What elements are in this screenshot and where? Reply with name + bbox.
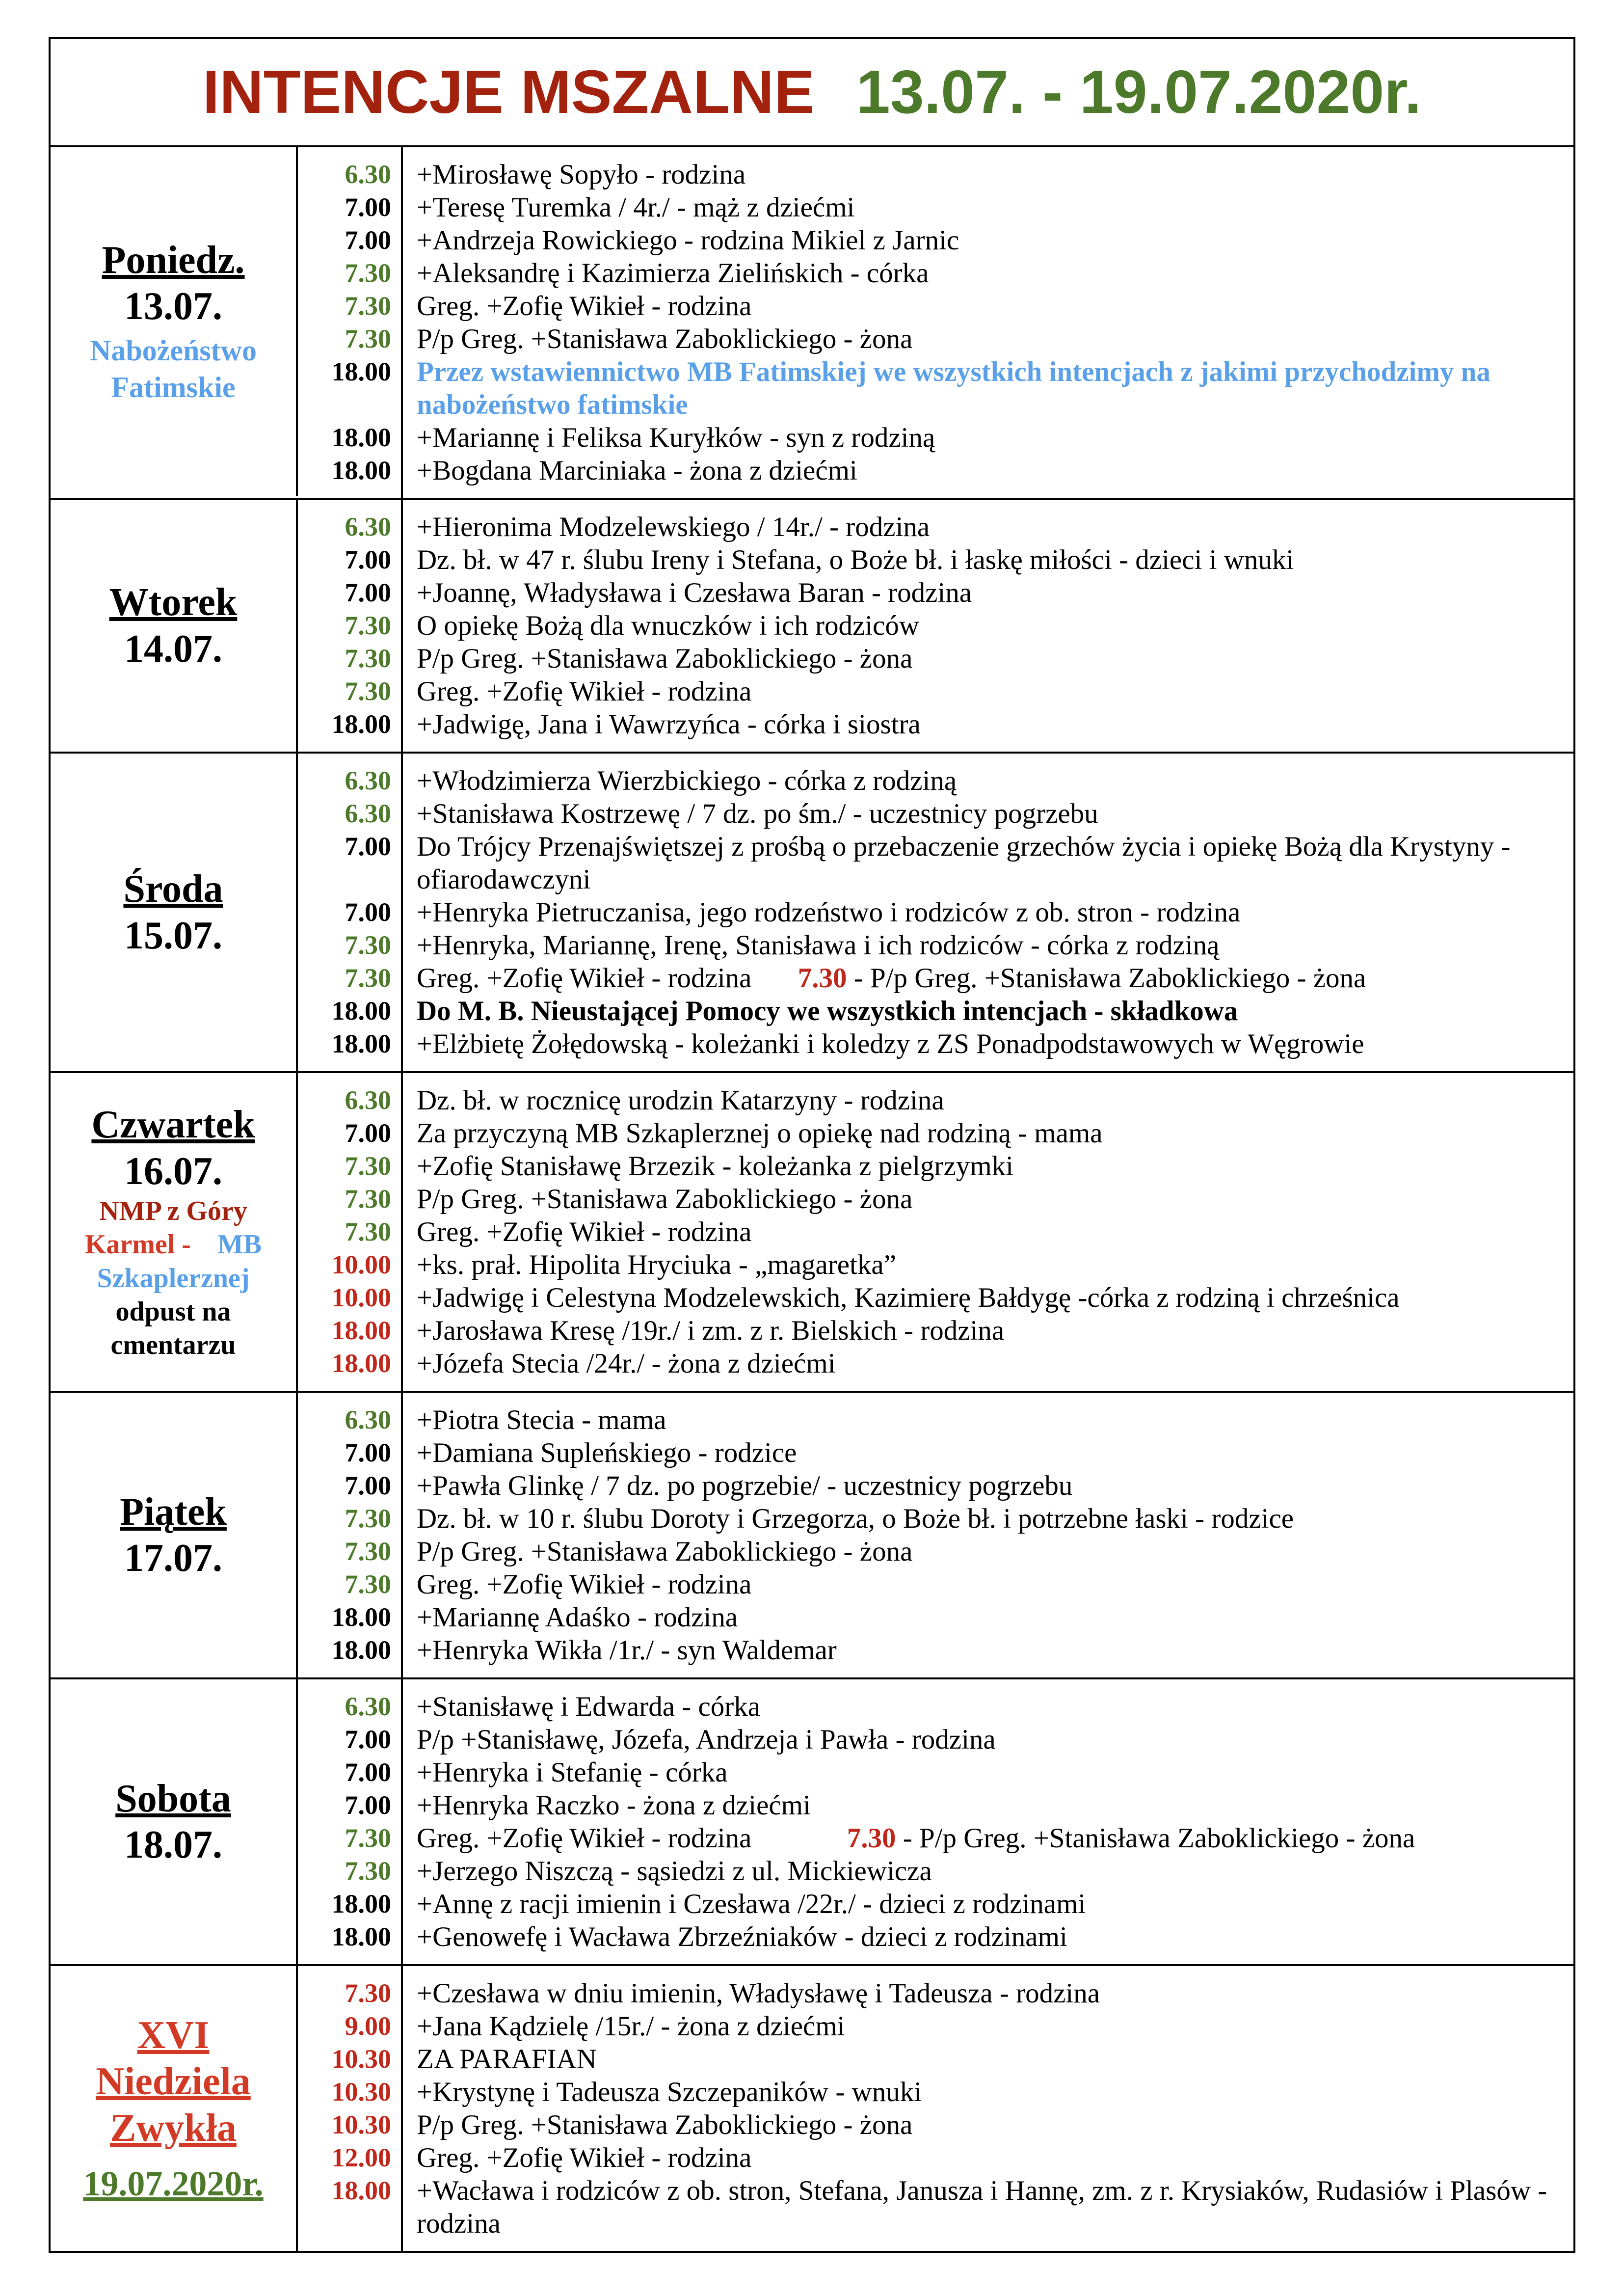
mass-times — [298, 1966, 403, 2251]
mass-time: 7.00 — [345, 578, 391, 607]
mass-time: 7.00 — [345, 1725, 391, 1754]
mass-time: 18.00 — [331, 423, 391, 452]
intention: +Henryka, Mariannę, Irenę, Stanisława i ich rodziców - córka z rodziną — [417, 930, 1220, 961]
mass-time: 7.30 — [345, 676, 391, 706]
mass-times — [298, 147, 403, 498]
day-note: cmentarzu — [110, 1330, 236, 1361]
intention: +Czesława w dniu imienin, Władysławę i Tadeusza - rodzina — [417, 1978, 1100, 2009]
intention: +Annę z racji imienin i Czesława /22r./ - dzieci z rodzinami — [417, 1889, 1086, 1919]
mass-time: 7.30 — [345, 611, 391, 640]
mass-times — [298, 1073, 403, 1391]
mass-time: 18.00 — [331, 1029, 391, 1058]
intention: P/p Greg. +Stanisława Zaboklickiego - żona — [417, 324, 913, 354]
mass-intentions — [403, 754, 1573, 1071]
mass-time: 10.30 — [331, 2044, 391, 2074]
intention — [417, 1822, 1564, 1855]
day-section-tuesday — [51, 500, 1573, 754]
mass-time: 10.30 — [331, 2110, 391, 2139]
day-section-sunday — [51, 1966, 1573, 2251]
intention: +Henryka Wikła /1r./ - syn Waldemar — [417, 1635, 837, 1666]
mass-times — [298, 1393, 403, 1677]
intention: P/p Greg. +Stanisława Zaboklickiego - żona — [417, 1184, 913, 1215]
intention: +Jana Kądzielę /15r./ - żona z dziećmi — [417, 2011, 845, 2042]
mass-time: 7.00 — [345, 1118, 391, 1148]
mass-time: 7.00 — [345, 192, 391, 222]
intention: Greg. +Zofię Wikieł - rodzina — [417, 676, 752, 707]
intention: Greg. +Zofię Wikieł - rodzina — [417, 1216, 752, 1247]
day-note: Nabożeństwo — [90, 334, 257, 367]
mass-time: 7.00 — [345, 1757, 391, 1787]
intention: +Wacława i rodziców z ob. stron, Stefana, Janusza i Hannę, zm. z r. Krysiaków, Rudasiów i Plasów - rodzina — [417, 2175, 1547, 2239]
mass-time: 18.00 — [331, 1602, 391, 1632]
mass-time: 18.00 — [331, 1349, 391, 1378]
mass-time: 9.00 — [345, 2011, 391, 2041]
mass-time: 7.00 — [345, 1790, 391, 1820]
intention: +Henryka Raczko - żona z dziećmi — [417, 1790, 811, 1821]
intention: O opiekę Bożą dla wnuczków i ich rodziców — [417, 610, 920, 641]
mass-time: 7.30 — [345, 1537, 391, 1566]
intention: +Damiana Supleńskiego - rodzice — [417, 1437, 797, 1468]
intention: +Jadwigę i Celestyna Modzelewskich, Kazimierę Bałdygę -córka z rodziną i chrześnica — [417, 1282, 1400, 1313]
mass-intentions — [403, 1966, 1573, 2251]
intention: +Pawła Glinkę / 7 dz. po pogrzebie/ - uczestnicy pogrzebu — [417, 1470, 1073, 1501]
mass-time: 7.30 — [345, 324, 391, 353]
intention: +Hieronima Modzelewskiego / 14r./ - rodzina — [417, 512, 930, 542]
intention — [417, 962, 1564, 995]
mass-time: 6.30 — [345, 766, 391, 795]
mass-time: 6.30 — [345, 1085, 391, 1115]
day-note: MB — [217, 1229, 262, 1260]
day-label — [51, 500, 298, 752]
day-name: Środa — [123, 867, 223, 911]
day-name: Niedziela — [96, 2060, 251, 2104]
mass-time: 7.00 — [345, 545, 391, 574]
mass-time: 18.00 — [331, 1889, 391, 1918]
intention: Dz. bł. w 10 r. ślubu Doroty i Grzegorza, o Boże bł. i potrzebne łaski - rodzice — [417, 1503, 1294, 1534]
intention: P/p +Stanisławę, Józefa, Andrzeja i Pawła - rodzina — [417, 1724, 996, 1755]
intention: +ks. prał. Hipolita Hryciuka - „magaretka” — [417, 1249, 897, 1280]
mass-times — [298, 1679, 403, 1964]
page-title — [51, 39, 1573, 147]
intention: P/p Greg. +Stanisława Zaboklickiego - żona — [417, 1536, 913, 1567]
mass-time: 7.00 — [345, 897, 391, 927]
mass-time: 7.30 — [345, 644, 391, 673]
intention: +Joannę, Władysława i Czesława Baran - rodzina — [417, 577, 972, 608]
intention: +Jadwigę, Jana i Wawrzyńca - córka i siostra — [417, 709, 921, 740]
title-dates: 13.07. - 19.07.2020r. — [856, 58, 1422, 126]
intention: +Krystynę i Tadeusza Szczepaników - wnuki — [417, 2077, 922, 2107]
mass-time: 7.00 — [345, 1471, 391, 1500]
day-name: Zwykła — [110, 2106, 237, 2150]
day-section-friday — [51, 1393, 1573, 1679]
mass-time: 10.00 — [331, 1283, 391, 1312]
mass-time: 7.30 — [345, 1823, 391, 1853]
mass-time: 18.00 — [331, 709, 391, 739]
mass-intentions — [403, 1393, 1573, 1677]
intention: +Aleksandrę i Kazimierza Zielińskich - córka — [417, 258, 929, 289]
intention: +Mirosławę Sopyło - rodzina — [417, 159, 746, 190]
day-label — [51, 754, 298, 1071]
intention-text: Greg. +Zofię Wikieł - rodzina — [417, 963, 752, 994]
mass-time: 12.00 — [331, 2143, 391, 2172]
extra-mass-time: 7.30 — [847, 1823, 896, 1854]
extra-intention-text: - P/p Greg. +Stanisława Zaboklickiego - żona — [853, 963, 1366, 994]
intention: Greg. +Zofię Wikieł - rodzina — [417, 1569, 752, 1600]
day-name: XVI — [137, 2013, 210, 2057]
mass-time: 7.00 — [345, 832, 391, 861]
intentions-table — [49, 37, 1575, 2253]
day-date: 14.07. — [124, 627, 222, 671]
mass-time: 18.00 — [331, 1316, 391, 1345]
mass-time: 7.30 — [345, 258, 391, 288]
intention: +Teresę Turemka / 4r./ - mąż z dziećmi — [417, 192, 855, 223]
intention: +Bogdana Marciniaka - żona z dziećmi — [417, 455, 857, 486]
intention: +Genowefę i Wacława Zbrzeźniaków - dzieci z rodzinami — [417, 1921, 1067, 1952]
mass-time: 6.30 — [345, 512, 391, 541]
intention: +Mariannę i Feliksa Kuryłków - syn z rodziną — [417, 422, 935, 453]
mass-time: 7.30 — [345, 1184, 391, 1214]
day-date: 15.07. — [124, 914, 222, 957]
mass-times — [298, 500, 403, 752]
mass-time: 7.30 — [345, 930, 391, 960]
day-note: NMP z Góry — [99, 1196, 247, 1227]
title-main: INTENCJE MSZALNE — [202, 58, 815, 126]
day-name: Piątek — [120, 1490, 227, 1534]
intention: +Henryka i Stefanię - córka — [417, 1757, 728, 1788]
intention: Greg. +Zofię Wikieł - rodzina — [417, 291, 752, 322]
day-note: Szkaplerznej — [97, 1263, 250, 1294]
day-name: Sobota — [115, 1777, 231, 1820]
mass-time: 7.30 — [345, 963, 391, 993]
intention: +Jerzego Niszczą - sąsiedzi z ul. Mickiewicza — [417, 1856, 932, 1887]
mass-time: 18.00 — [331, 1635, 391, 1665]
day-date: 19.07.2020r. — [83, 2164, 264, 2204]
intention-text: Greg. +Zofię Wikieł - rodzina — [417, 1823, 752, 1854]
mass-time: 7.30 — [345, 1856, 391, 1886]
day-label — [51, 1966, 298, 2251]
mass-time: 7.30 — [345, 1978, 391, 2008]
intention: +Stanisława Kostrzewę / 7 dz. po śm./ - uczestnicy pogrzebu — [417, 798, 1098, 829]
day-date: 16.07. — [124, 1149, 222, 1193]
day-note-line — [85, 1228, 262, 1261]
mass-time: 18.00 — [331, 456, 391, 485]
day-date: 13.07. — [124, 285, 222, 328]
intention: +Józefa Stecia /24r./ - żona z dziećmi — [417, 1348, 836, 1379]
intention: +Zofię Stanisławę Brzezik - koleżanka z pielgrzymki — [417, 1151, 1014, 1182]
intention: +Stanisławę i Edwarda - córka — [417, 1691, 761, 1722]
day-label — [51, 147, 298, 496]
day-section-wednesday — [51, 754, 1573, 1073]
mass-time: 7.30 — [345, 291, 391, 321]
intention: ZA PARAFIAN — [417, 2044, 597, 2075]
mass-time: 7.30 — [345, 1504, 391, 1533]
intention-highlight: Do M. B. Nieustającej Pomocy we wszystkich intencjach - składkowa — [417, 996, 1238, 1026]
mass-time: 10.30 — [331, 2077, 391, 2107]
mass-time: 6.30 — [345, 799, 391, 828]
intention: Dz. bł. w rocznicę urodzin Katarzyny - rodzina — [417, 1085, 944, 1116]
day-name: Czwartek — [91, 1103, 255, 1147]
day-name: Poniedz. — [102, 238, 245, 282]
extra-mass-time: 7.30 — [798, 963, 847, 994]
day-label — [51, 1393, 298, 1677]
intention: Greg. +Zofię Wikieł - rodzina — [417, 2142, 752, 2173]
intention: +Mariannę Adaśko - rodzina — [417, 1602, 738, 1633]
intention: Do Trójcy Przenajświętszej z prośbą o przebaczenie grzechów życia i opiekę Bożą dla Krystyny - ofiarodawczyni — [417, 831, 1511, 895]
mass-time: 7.00 — [345, 225, 391, 255]
mass-time: 7.00 — [345, 1438, 391, 1467]
day-section-saturday — [51, 1679, 1573, 1966]
day-name: Wtorek — [109, 581, 238, 624]
day-section-monday — [51, 147, 1573, 500]
intention-highlight: Przez wstawiennictwo MB Fatimskiej we wszystkich intencjach z jakimi przychodzimy na nabożeństwo fatimskie — [417, 356, 1490, 420]
mass-time: 18.00 — [331, 357, 391, 386]
day-date: 17.07. — [124, 1537, 222, 1580]
day-label — [51, 1073, 298, 1391]
mass-time: 6.30 — [345, 160, 391, 189]
intention: Dz. bł. w 47 r. ślubu Ireny i Stefana, o Boże bł. i łaskę miłości - dzieci i wnuki — [417, 544, 1294, 575]
day-label — [51, 1679, 298, 1964]
intention: +Piotra Stecia - mama — [417, 1405, 666, 1435]
mass-time: 6.30 — [345, 1692, 391, 1721]
mass-intentions — [403, 1073, 1573, 1391]
day-note: Karmel - — [84, 1229, 191, 1260]
mass-time: 18.00 — [331, 996, 391, 1026]
mass-time: 7.30 — [345, 1569, 391, 1599]
mass-intentions — [403, 500, 1573, 752]
intention: +Henryka Pietruczanisa, jego rodzeństwo i rodziców z ob. stron - rodzina — [417, 897, 1241, 928]
mass-time: 7.30 — [345, 1217, 391, 1246]
extra-intention-text: - P/p Greg. +Stanisława Zaboklickiego - żona — [903, 1823, 1415, 1854]
mass-times — [298, 754, 403, 1071]
mass-time: 6.30 — [345, 1405, 391, 1434]
day-note: Fatimskie — [111, 371, 236, 404]
mass-intentions — [403, 147, 1573, 498]
mass-time: 18.00 — [331, 2176, 391, 2205]
day-note: odpust na — [115, 1297, 231, 1327]
intention: P/p Greg. +Stanisława Zaboklickiego - żona — [417, 2109, 913, 2140]
intention: P/p Greg. +Stanisława Zaboklickiego - żona — [417, 643, 913, 674]
intention: Za przyczyną MB Szkaplerznej o opiekę nad rodziną - mama — [417, 1118, 1103, 1149]
day-date: 18.07. — [124, 1823, 222, 1866]
intention: +Włodzimierza Wierzbickiego - córka z rodziną — [417, 765, 957, 796]
day-section-thursday — [51, 1073, 1573, 1393]
mass-intentions — [403, 1679, 1573, 1964]
mass-time: 18.00 — [331, 1922, 391, 1951]
intention: +Elżbietę Żołędowską - koleżanki i koledzy z ZS Ponadpodstawowych w Węgrowie — [417, 1028, 1364, 1059]
mass-time: 7.30 — [345, 1151, 391, 1181]
intention: +Jarosława Kresę /19r./ i zm. z r. Bielskich - rodzina — [417, 1315, 1005, 1346]
intention: +Andrzeja Rowickiego - rodzina Mikiel z Jarnic — [417, 225, 959, 256]
mass-time: 10.00 — [331, 1250, 391, 1279]
